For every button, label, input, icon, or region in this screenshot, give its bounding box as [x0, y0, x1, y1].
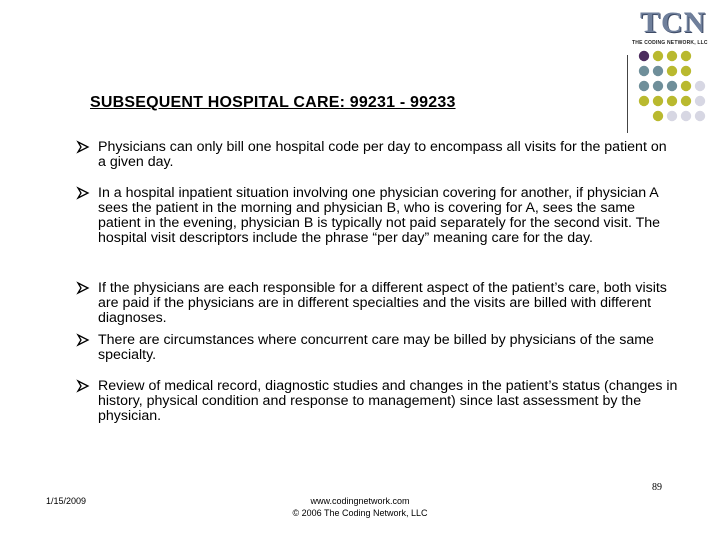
- footer-website: www.codingnetwork.com: [310, 496, 410, 506]
- decorative-dot: [681, 66, 691, 76]
- decorative-dot: [681, 96, 691, 106]
- company-logo: [632, 8, 712, 48]
- decorative-dot: [653, 111, 663, 121]
- logo-text: TCN: [640, 6, 707, 39]
- decorative-dot: [653, 51, 663, 61]
- bullet-text: Review of medical record, diagnostic studies and changes in the patient’s status (changes in history, physical condition and response to management) since last assessment by the physician.: [98, 378, 678, 424]
- decorative-divider: [627, 55, 628, 133]
- decorative-dot: [681, 111, 691, 121]
- decorative-dot: [639, 96, 649, 106]
- bullet-text: There are circumstances where concurrent care may be billed by physicians of the same specialty.: [98, 332, 654, 363]
- arrow-bullet-icon: [76, 281, 90, 295]
- footer-center: [260, 495, 460, 519]
- decorative-dot: [667, 66, 677, 76]
- arrow-bullet-icon: [76, 379, 90, 393]
- decorative-dot: [667, 81, 677, 91]
- decorative-dot: [639, 51, 649, 61]
- decorative-dot: [653, 66, 663, 76]
- bullet-text: In a hospital inpatient situation involving one physician covering for another, if physician A sees the patient in the morning and physician B, who is covering for A, sees the same patient in the evening, physician B is typically not paid separately for the second visit. The hospital visit descriptors include the phrase “per day” meaning care for the day.: [98, 185, 661, 246]
- bullet-text: Physicians can only bill one hospital code per day to encompass all visits for the patient on a given day.: [98, 139, 667, 170]
- decorative-dot-grid: [638, 50, 718, 130]
- decorative-dot: [681, 51, 691, 61]
- bullet-text: If the physicians are each responsible for a different aspect of the patient’s care, both visits are paid if the physicians are in different specialties and the visits are billed with different diagnoses.: [98, 280, 667, 326]
- decorative-dot: [653, 81, 663, 91]
- decorative-dot: [695, 111, 705, 121]
- arrow-bullet-icon: [76, 333, 90, 347]
- decorative-dot: [667, 96, 677, 106]
- arrow-bullet-icon: [76, 186, 90, 200]
- decorative-dot: [681, 81, 691, 91]
- decorative-dot: [667, 111, 677, 121]
- decorative-dot: [695, 96, 705, 106]
- decorative-dot: [667, 51, 677, 61]
- page-title: SUBSEQUENT HOSPITAL CARE: 99231 - 99233: [90, 94, 456, 111]
- arrow-bullet-icon: [76, 140, 90, 154]
- footer-copyright: © 2006 The Coding Network, LLC: [292, 508, 428, 518]
- page-number: 89: [652, 482, 662, 493]
- decorative-dot: [639, 81, 649, 91]
- footer-date: 1/15/2009: [46, 496, 87, 506]
- decorative-dot: [695, 81, 705, 91]
- decorative-dot: [639, 66, 649, 76]
- logo-subtitle: THE CODING NETWORK, LLC: [632, 40, 708, 46]
- decorative-dot: [653, 96, 663, 106]
